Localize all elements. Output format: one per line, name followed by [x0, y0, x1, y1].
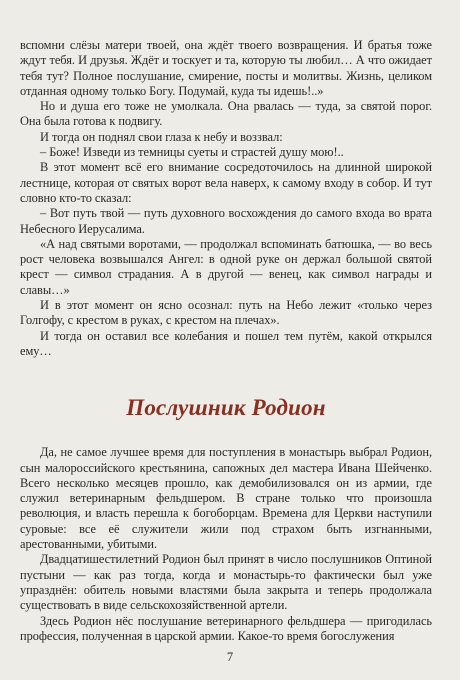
paragraph: Здесь Родион нёс послушание ветеринарного фельдшера — пригодилась профессия, полученная в царской армии. Какое-то время богослужения	[20, 613, 432, 643]
paragraph: И в этот момент он ясно осознал: путь на Небо лежит «только через Голгофу, с крестом в руках, с крестом на плечах».	[20, 298, 432, 328]
paragraph: И тогда он оставил все колебания и пошел тем путём, какой открылся ему…	[20, 328, 432, 358]
paragraph: – Боже! Изведи из темницы суеты и страстей душу мою!..	[40, 145, 344, 160]
chapter-title: Послушник Родион	[126, 395, 326, 421]
paragraph: Двадцатишестилетний Родион был принят в число послушников Оптиной пустыни — как раз тогда, когда и монастырь-то фактически был уже упразднён: обитель новыми властями была закрыта и теперь продолжала существовать в виде сельскохозяйственной артели.	[20, 552, 432, 613]
lower-text-block	[20, 445, 432, 644]
paragraph: Да, не самое лучшее время для поступления в монастырь выбрал Родион, сын малороссийского крестьянина, сапожных дел мастера Ивана Шейченко. Всего несколько месяцев прошло, как демобилизовался он из армии, где служил ветеринарным фельдшером. В стране только что произошла революция, и власть перешла к богоборцам. Времена для Церкви наступили суровые: все её служители жили под страхом быть изгнанными, арестованными, убитыми.	[20, 445, 432, 552]
paragraph: В этот момент всё его внимание сосредоточилось на длинной широкой лестнице, которая от святых ворот вела наверх, к самому входу в собор. И тут словно кто-то сказал:	[20, 160, 432, 205]
upper-text-block	[20, 38, 432, 359]
paragraph: – Вот путь твой — путь духовного восхождения до самого входа во врата Небесного Иерусалима.	[20, 206, 432, 236]
paragraph: вспомни слёзы матери твоей, она ждёт твоего возвращения. И братья тоже ждут тебя. И друзья. Ждёт и тоскует и та, которую ты любил… А что ожидает тебя тут? Полное послушание, смирение, посты и молитвы. Жизнь, целиком отданная одному только Богу. Подумай, куда ты идешь!..»	[20, 38, 432, 98]
paragraph: «А над святыми воротами, — продолжал вспоминать батюшка, — во весь рост человека возвышался Ангел: в одной руке он держал большой святой крест — символ страдания. А в другой — венец, как символ награды и славы…»	[20, 236, 432, 297]
paragraph: Но и душа его тоже не умолкала. Она рвалась — туда, за святой порог. Она была готова к подвигу.	[20, 99, 432, 129]
page-number: 7	[226, 650, 234, 664]
paragraph: И тогда он поднял свои глаза к небу и воззвал:	[40, 129, 283, 144]
